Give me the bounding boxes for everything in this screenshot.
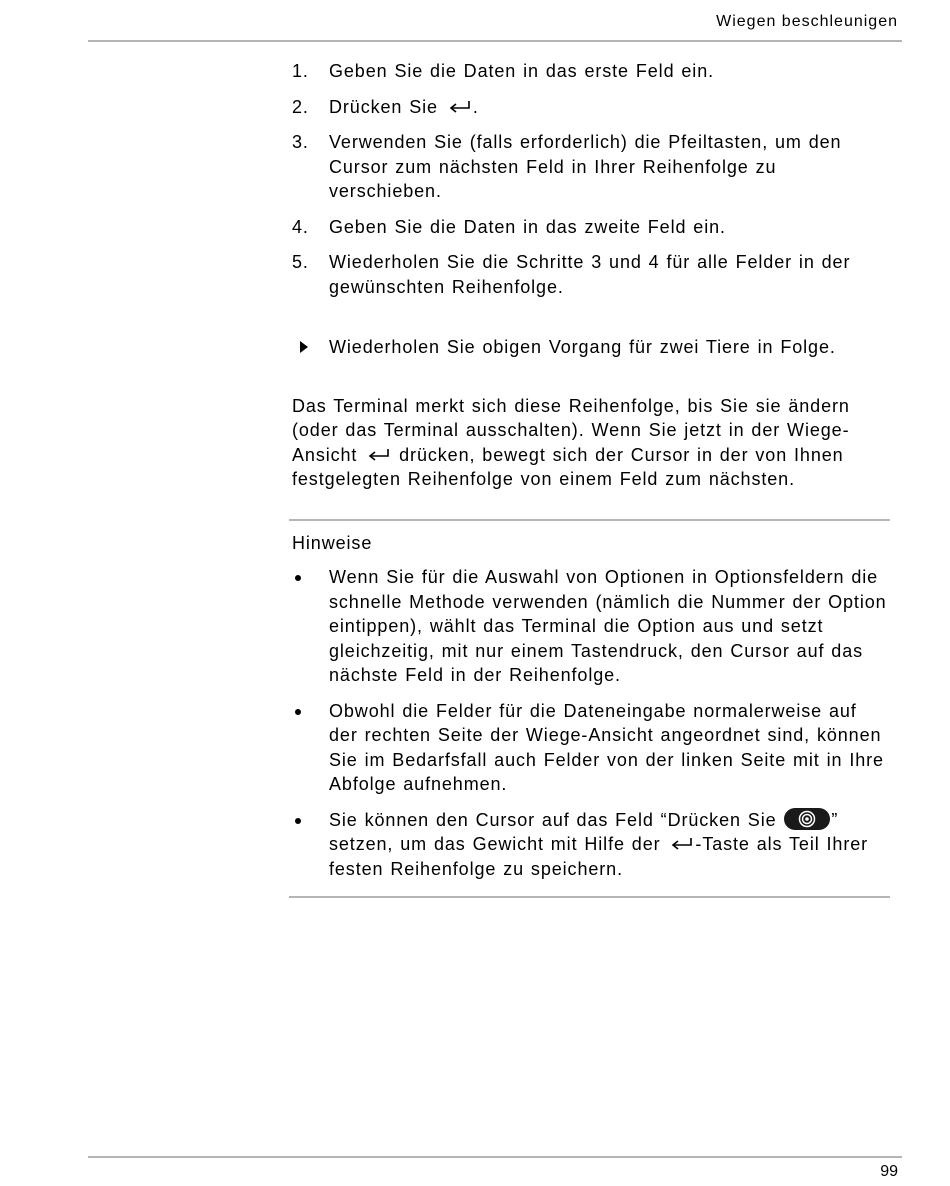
page-content: [292, 59, 890, 898]
footer-divider: [88, 1156, 902, 1158]
step-item: [292, 250, 890, 299]
enter-key-icon: [447, 99, 473, 115]
step-item: [292, 59, 890, 84]
enter-key-icon: [366, 447, 392, 463]
notes-top-divider: [289, 519, 890, 521]
paragraph-text-part1: Das Terminal merkt sich diese Reihenfolge, bis Sie sie ändern (oder das Terminal ausschalten). Wenn Sie jetzt in der Wiege-Ansicht: [292, 395, 850, 465]
notes-heading: Hinweise: [292, 532, 373, 553]
step-item: [292, 130, 890, 204]
step-number: 4.: [292, 216, 309, 237]
note-text-part1: Sie können den Cursor auf das Feld “Drücken Sie: [329, 809, 777, 830]
note-text-part3: -Taste als Teil Ihrer festen Reihenfolge zu speichern.: [329, 834, 869, 879]
step-suffix: .: [472, 96, 479, 117]
action-item: [292, 335, 890, 360]
step-number: 2.: [292, 96, 309, 117]
notes-list: [292, 565, 890, 881]
step-text: Geben Sie die Daten in das erste Feld ein.: [329, 61, 715, 81]
weigh-key-icon: [784, 808, 830, 830]
note-item: [292, 565, 890, 688]
paragraph-text-part2: drücken, bewegt sich der Cursor in der von Ihnen festgelegten Reihenfolge von einem Feld zum nächsten.: [292, 444, 844, 489]
step-item: [292, 215, 890, 240]
note-text: Wenn Sie für die Auswahl von Optionen in Optionsfeldern die schnelle Methode verwenden (nämlich die Nummer der Option eintippen), wählt das Terminal die Option aus und setzt gleichzeitig, mit nur einem Tastendruck, den Cursor auf das nächste Feld in der Reihenfolge.: [329, 567, 887, 685]
step-number: 3.: [292, 132, 309, 152]
body-paragraph: [292, 394, 890, 492]
header-divider: [88, 40, 902, 42]
step-text: Wiederholen Sie die Schritte 3 und 4 für alle Felder in der gewünschten Reihenfolge.: [329, 252, 851, 297]
note-text: Obwohl die Felder für die Dateneingabe normalerweise auf der rechten Seite der Wiege-Ansicht angeordnet sind, können Sie im Bedarfsfall auch Felder von der linken Seite mit in Ihre Abfolge aufnehmen.: [329, 700, 884, 794]
step-item: [292, 95, 890, 120]
step-number: 5.: [292, 252, 309, 272]
action-text: Wiederholen Sie obigen Vorgang für zwei Tiere in Folge.: [329, 337, 836, 357]
notes-bottom-divider: [289, 896, 890, 898]
note-item: [292, 808, 890, 882]
bullet-dot: [295, 818, 301, 824]
enter-key-icon: [669, 836, 695, 852]
triangle-right-icon: [299, 340, 309, 354]
step-text: Geben Sie die Daten in das zweite Feld ein.: [329, 216, 726, 237]
steps-list: [292, 59, 890, 299]
step-text: Drücken Sie: [329, 96, 438, 117]
step-text: Verwenden Sie (falls erforderlich) die Pfeiltasten, um den Cursor zum nächsten Feld in Ihrer Reihenfolge zu verschieben.: [329, 132, 842, 201]
page-number: 99: [880, 1163, 898, 1180]
note-text-part2: ” setzen, um das Gewicht mit Hilfe der: [329, 809, 839, 854]
note-item: [292, 699, 890, 797]
step-number: 1.: [292, 61, 309, 81]
bullet-dot: [295, 709, 301, 715]
bullet-dot: [295, 575, 301, 581]
running-header-title: Wiegen beschleunigen: [716, 13, 898, 30]
